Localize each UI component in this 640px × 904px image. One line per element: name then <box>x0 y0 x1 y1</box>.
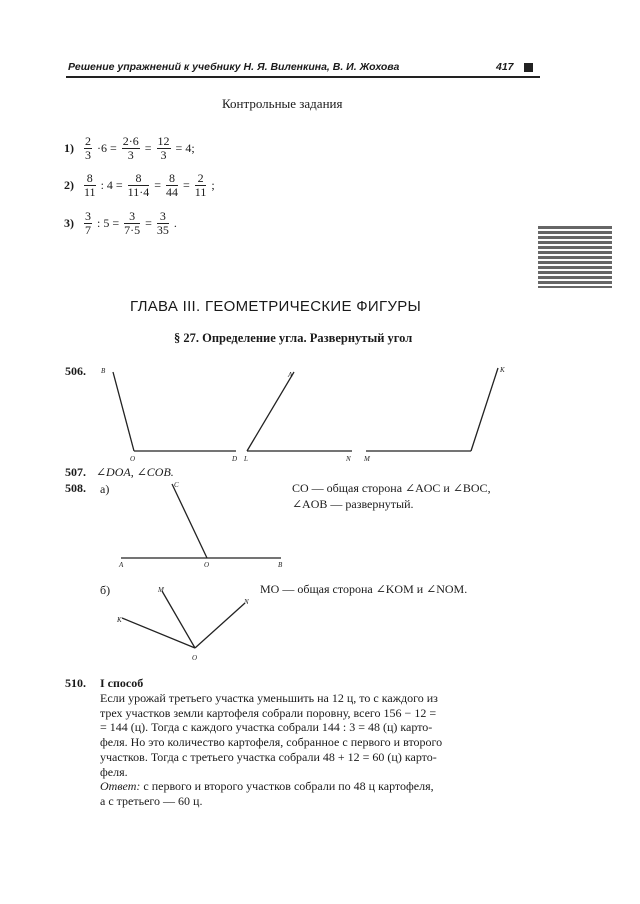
operator: : 4 = <box>100 178 123 192</box>
running-header: Решение упражнений к учебнику Н. Я. Виленкина, В. И. Жохова <box>68 61 400 73</box>
operator: = 4; <box>175 141 195 155</box>
point-label: N <box>244 598 249 606</box>
text-line: Если урожай третьего участка уменьшить на 12 ц, то с каждого из <box>100 691 438 705</box>
exercise-510-number: 510. <box>65 676 86 690</box>
508b-ray-on <box>195 603 245 648</box>
point-label: M <box>158 586 164 594</box>
operator: = <box>145 216 152 230</box>
fraction: $\frac{3}{35}$ <box>156 209 169 237</box>
operator: = <box>183 178 190 192</box>
control-title: Контрольные задания <box>222 96 343 111</box>
point-label: L <box>244 455 248 463</box>
point-label: O <box>192 654 198 662</box>
exercise-508-number: 508. <box>65 481 86 495</box>
operator: . <box>173 216 177 230</box>
508b-ray-om <box>162 591 195 648</box>
exercise-508-note-a2: ∠AOB — развернутый. <box>292 497 414 511</box>
exercise-510-answer <box>100 779 434 808</box>
text-line: трех участков земли картофеля собрали поровну, всего 156 − 12 = <box>100 705 437 720</box>
operator: ·6 = <box>97 141 117 155</box>
506-ray-la <box>247 372 294 451</box>
point-label: O <box>204 561 210 569</box>
control-item-label: 3) <box>64 216 74 230</box>
control-item-label: 2) <box>64 178 74 192</box>
text-line: участков. Тогда с третьего участка собрали 48 + 12 = 60 (ц) карто- <box>100 749 437 764</box>
exercise-508a-label: а) <box>100 482 110 496</box>
exercise-508b-label: б) <box>100 583 111 597</box>
fraction: $\frac{2}{11}$ <box>194 171 207 199</box>
point-label: N <box>346 455 351 463</box>
508a-ray-oc <box>172 484 207 558</box>
508b-ray-ok <box>122 618 195 648</box>
506-ray-ob <box>113 372 134 451</box>
point-label: K <box>500 366 505 374</box>
page-number: 417 <box>496 61 514 73</box>
point-label: M <box>364 455 370 463</box>
fraction: $\frac{8}{44}$ <box>166 171 179 199</box>
point-label: K <box>117 616 122 624</box>
operator: = <box>154 178 162 192</box>
exercise-506-number: 506. <box>65 364 86 378</box>
control-item-label: 1) <box>64 141 74 155</box>
point-label: D <box>232 455 238 463</box>
point-label: O <box>130 455 136 463</box>
chapter-title: ГЛАВА III. ГЕОМЕТРИЧЕСКИЕ ФИГУРЫ <box>130 298 422 315</box>
point-label: C <box>174 481 179 489</box>
point-label: A <box>119 561 124 569</box>
fraction: $\frac{8}{11\cdot 4}$ <box>127 171 150 199</box>
exercise-510-way: I способ <box>100 676 144 690</box>
fraction: $\frac{8}{11}$ <box>84 171 96 199</box>
exercise-508-note-b: MO — общая сторона ∠KOM и ∠NOM. <box>260 582 468 596</box>
operator: : 5 = <box>97 216 120 230</box>
exercise-507-text: ∠DOA, ∠COB. <box>96 465 174 479</box>
text-line: феля. <box>100 764 128 779</box>
point-label: B <box>101 367 106 375</box>
text-line: феля. Но это количество картофеля, собранное с первого и второго <box>100 735 443 750</box>
506-ray-mk <box>471 368 498 451</box>
operator: = <box>144 141 152 155</box>
answer-line-2: а с третьего — 60 ц. <box>100 793 203 808</box>
fraction: $\frac{2\cdot 6}{3}$ <box>122 134 139 162</box>
fraction: $\frac{12}{3}$ <box>157 134 170 162</box>
exercise-508-note-a1: CO — общая сторона ∠AOC и ∠BOC, <box>292 481 491 495</box>
point-label: A <box>288 371 293 379</box>
answer-label: Ответ: <box>100 779 141 793</box>
text-line: = 144 (ц). Тогда с каждого участка собрали 144 : 3 = 48 (ц) карто- <box>100 720 433 735</box>
exercise-510-text <box>100 691 530 779</box>
point-label: B <box>278 561 283 569</box>
exercise-507-number: 507. <box>65 465 86 479</box>
operator: ; <box>211 178 215 192</box>
section-title: § 27. Определение угла. Развернутый угол <box>174 331 413 345</box>
answer-line-1: с первого и второго участков собрали по 48 ц картофеля, <box>140 779 434 793</box>
fraction: $\frac{2}{3}$ <box>85 134 91 162</box>
fraction: $\frac{3}{7}$ <box>85 209 91 237</box>
fraction: $\frac{3}{7\cdot 5}$ <box>124 209 141 237</box>
